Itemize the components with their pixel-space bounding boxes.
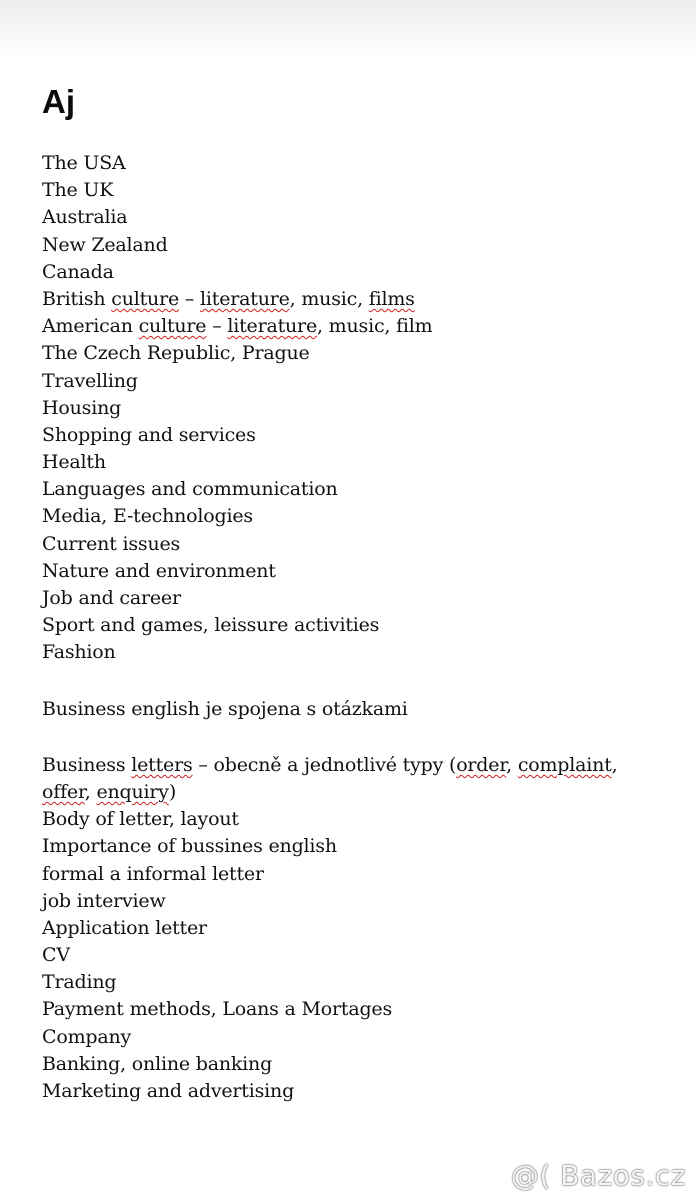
business-topic-item: Marketing and advertising bbox=[42, 1080, 295, 1103]
blank-line bbox=[42, 723, 662, 752]
watermark-logo: @( Bazos.cz bbox=[510, 1159, 686, 1192]
topic-item: The USA bbox=[42, 152, 126, 174]
topic-item: Housing bbox=[42, 396, 122, 419]
topic-item: American culture – literature, music, film bbox=[42, 315, 433, 338]
blank-line bbox=[42, 667, 662, 696]
topic-item: The UK bbox=[42, 179, 114, 202]
business-topic-item: Body of letter, layout bbox=[42, 808, 239, 831]
business-topic-item: CV bbox=[42, 944, 70, 967]
topic-item: Sport and games, leissure activities bbox=[42, 614, 380, 637]
business-intro: Business english je spojena s otázkami bbox=[42, 697, 408, 720]
document-title: Aj bbox=[42, 83, 75, 120]
business-topic-item: Application letter bbox=[42, 916, 207, 939]
business-topic-item: Importance of bussines english bbox=[42, 835, 337, 858]
topic-item: New Zealand bbox=[42, 233, 168, 256]
topic-item: Nature and environment bbox=[42, 559, 276, 582]
topic-item: Shopping and services bbox=[42, 423, 256, 446]
document-page bbox=[42, 80, 662, 1105]
topic-item: Job and career bbox=[42, 587, 181, 609]
business-topic-item: job interview bbox=[42, 889, 166, 912]
topic-item: Fashion bbox=[42, 641, 116, 664]
topic-item: British culture – literature, music, films bbox=[42, 287, 415, 310]
business-topic-item: Trading bbox=[42, 971, 117, 994]
topic-list bbox=[42, 150, 662, 1105]
topic-item: Travelling bbox=[42, 369, 138, 392]
topic-item: Media, E-technologies bbox=[42, 505, 253, 528]
topic-item: Australia bbox=[42, 206, 128, 229]
topic-item: The Czech Republic, Prague bbox=[42, 342, 310, 365]
business-topic-item: formal a informal letter bbox=[42, 862, 264, 885]
topic-item: Canada bbox=[42, 260, 114, 283]
top-shadow bbox=[0, 0, 696, 60]
business-topic-item: Payment methods, Loans a Mortages bbox=[42, 998, 393, 1021]
business-topic-item: Business letters – obecně a jednotlivé typy (order, complaint, offer, enquiry) bbox=[42, 753, 618, 803]
topic-item: Current issues bbox=[42, 532, 181, 555]
topic-item: Languages and communication bbox=[42, 478, 338, 501]
topic-item: Health bbox=[42, 451, 106, 474]
business-topic-item: Banking, online banking bbox=[42, 1052, 273, 1075]
business-topic-item: Company bbox=[42, 1025, 132, 1048]
